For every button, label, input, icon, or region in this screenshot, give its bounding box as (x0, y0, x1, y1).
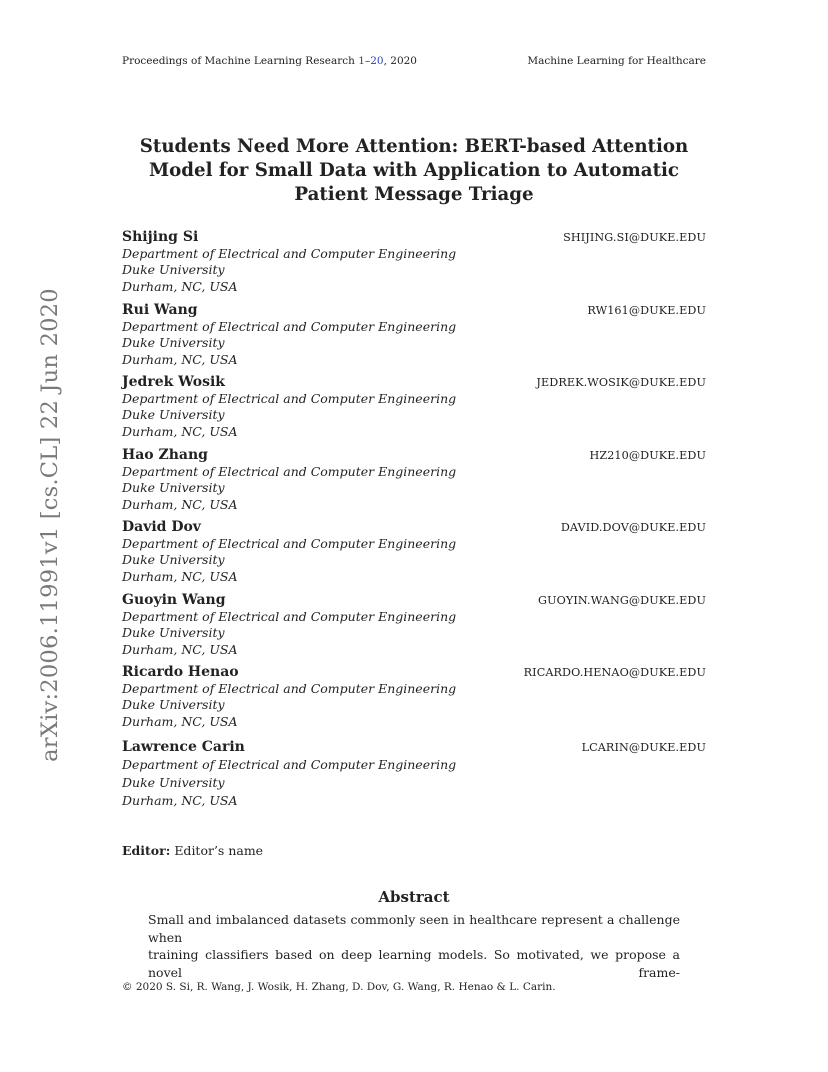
abstract-text (148, 911, 680, 981)
author-email[interactable]: GUOYIN.WANG@DUKE.EDU (538, 594, 706, 607)
author-block (122, 302, 706, 368)
paper-title (122, 135, 706, 208)
author-university: Duke University (122, 552, 225, 568)
author-university: Duke University (122, 625, 225, 641)
author-university: Duke University (122, 407, 225, 423)
author-name: David Dov (122, 519, 201, 535)
author-email[interactable]: JEDREK.WOSIK@DUKE.EDU (536, 376, 706, 389)
author-block (122, 447, 706, 513)
author-name: Lawrence Carin (122, 739, 245, 755)
title-line: Model for Small Data with Application to Automatic (149, 160, 679, 182)
author-email[interactable]: DAVID.DOV@DUKE.EDU (560, 521, 706, 534)
author-university: Duke University (122, 697, 225, 713)
author-email[interactable]: HZ210@DUKE.EDU (589, 449, 706, 462)
editor-label: Editor: (122, 843, 171, 858)
author-block (122, 664, 706, 730)
author-department: Department of Electrical and Computer Engineering (122, 246, 457, 261)
author-department: Department of Electrical and Computer Engineering (122, 391, 457, 406)
header-venue: Proceedings of Machine Learning Research 1–20, 2020 (122, 55, 417, 67)
editor-line (122, 843, 263, 858)
author-name: Shijing Si (122, 229, 199, 245)
author-block (122, 739, 706, 810)
author-location: Durham, NC, USA (122, 793, 238, 808)
page-start-link[interactable]: 1 (358, 55, 365, 67)
copyright-footer: © 2020 S. Si, R. Wang, J. Wosik, H. Zhang, D. Dov, G. Wang, R. Henao & L. Carin. (122, 981, 556, 993)
page-end-link[interactable]: 20 (370, 55, 384, 67)
header-track: Machine Learning for Healthcare (527, 55, 706, 67)
author-department: Department of Electrical and Computer Engineering (122, 609, 457, 624)
title-line: Students Need More Attention: BERT-based Attention (139, 136, 689, 157)
author-location: Durham, NC, USA (122, 496, 238, 512)
author-university: Duke University (122, 775, 225, 790)
author-department: Department of Electrical and Computer Engineering (122, 536, 457, 551)
author-university: Duke University (122, 335, 225, 351)
arxiv-identifier: arXiv:2006.11991v1 [cs.CL] 22 Jun 2020 (37, 288, 63, 762)
editor-value: Editor’s name (174, 843, 264, 858)
title-line: Patient Message Triage (294, 184, 534, 206)
author-name: Guoyin Wang (122, 592, 226, 608)
author-location: Durham, NC, USA (122, 568, 238, 584)
author-block (122, 519, 706, 585)
author-name: Ricardo Henao (122, 664, 239, 680)
author-department: Department of Electrical and Computer Engineering (122, 319, 457, 334)
author-name: Rui Wang (122, 302, 198, 318)
author-location: Durham, NC, USA (122, 713, 238, 729)
abstract-heading: Abstract (378, 888, 450, 906)
author-block (122, 592, 706, 658)
author-department: Department of Electrical and Computer Engineering (122, 757, 457, 772)
author-name: Hao Zhang (122, 447, 208, 463)
author-email[interactable]: RICARDO.HENAO@DUKE.EDU (523, 666, 706, 679)
author-university: Duke University (122, 480, 225, 496)
author-department: Department of Electrical and Computer Engineering (122, 464, 457, 479)
author-location: Durham, NC, USA (122, 278, 238, 294)
author-name: Jedrek Wosik (122, 374, 225, 390)
author-email[interactable]: LCARIN@DUKE.EDU (581, 741, 706, 754)
author-university: Duke University (122, 262, 225, 278)
author-email[interactable]: RW161@DUKE.EDU (587, 304, 706, 317)
author-block (122, 374, 706, 440)
author-block (122, 229, 706, 295)
abstract-line: Small and imbalanced datasets commonly seen in healthcare represent a challenge when (148, 912, 680, 945)
author-location: Durham, NC, USA (122, 351, 238, 367)
author-location: Durham, NC, USA (122, 641, 238, 657)
author-location: Durham, NC, USA (122, 423, 238, 439)
author-email[interactable]: SHIJING.SI@DUKE.EDU (563, 231, 706, 244)
author-department: Department of Electrical and Computer Engineering (122, 681, 457, 696)
abstract-line: training classifiers based on deep learning models. So motivated, we propose a novel frame- (148, 947, 680, 980)
